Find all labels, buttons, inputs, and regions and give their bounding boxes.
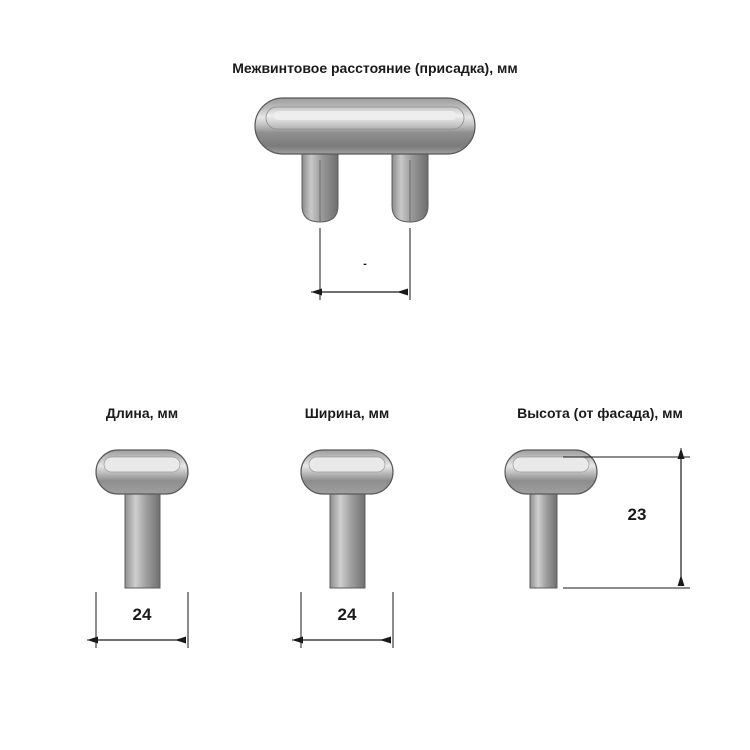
length-dimension-value: 24 [132, 605, 152, 624]
length-figure-caption: Длина, мм [105, 405, 179, 421]
main-dimension-value: - [363, 258, 367, 270]
height-dimension-value: 23 [627, 505, 647, 524]
main-knob-cap [255, 98, 475, 154]
height-figure-caption: Высота (от фасада), мм [517, 405, 683, 421]
length-knob-drawing [96, 450, 188, 588]
main-figure-caption: Межвинтовое расстояние (присадка), мм [232, 60, 518, 76]
width-figure-caption: Ширина, мм [304, 405, 390, 421]
width-dimension-value: 24 [337, 605, 357, 624]
height-knob-drawing [505, 450, 597, 588]
width-knob-drawing [301, 450, 393, 588]
